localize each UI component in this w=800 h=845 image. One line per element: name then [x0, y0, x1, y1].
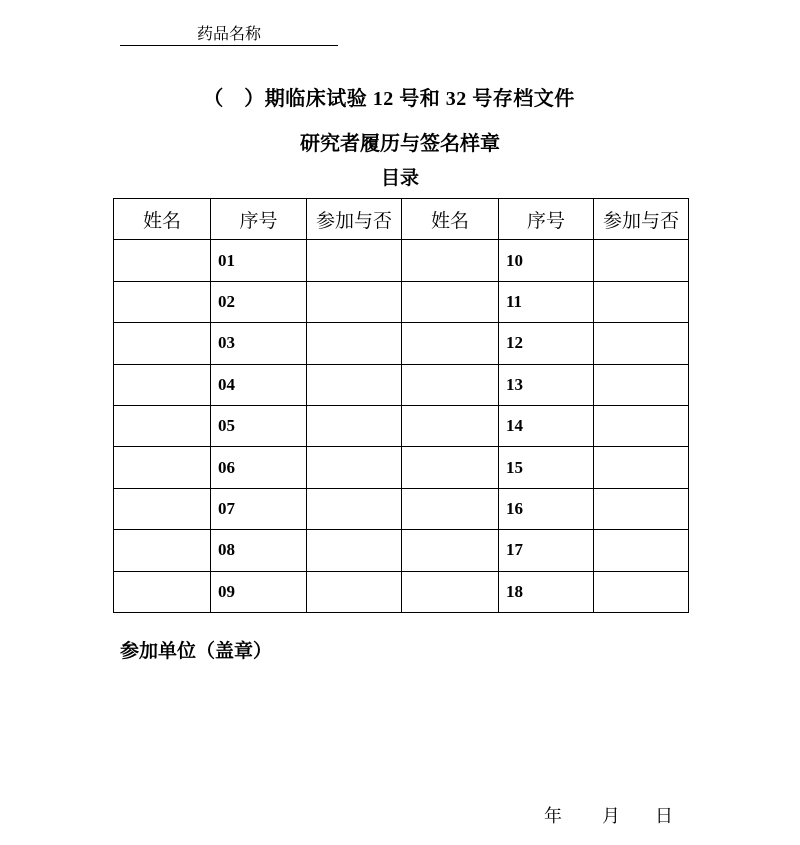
toc-heading: 目录 — [380, 168, 419, 189]
table-header-row — [114, 199, 689, 240]
month-label: 月 — [602, 806, 620, 826]
participation-cell — [594, 323, 689, 364]
participation-cell — [307, 281, 402, 322]
participation-cell — [307, 488, 402, 529]
participation-cell — [307, 364, 402, 405]
name-cell — [402, 405, 499, 446]
serial-cell: 12 — [499, 323, 594, 364]
name-cell — [114, 447, 211, 488]
participation-cell — [594, 240, 689, 281]
serial-cell: 15 — [499, 447, 594, 488]
column-header-name-right: 姓名 — [402, 199, 499, 240]
serial-cell: 08 — [211, 530, 307, 571]
serial-cell: 17 — [499, 530, 594, 571]
table-row — [114, 323, 689, 364]
participation-cell — [594, 571, 689, 612]
table-row — [114, 488, 689, 529]
serial-cell: 04 — [211, 364, 307, 405]
serial-cell: 09 — [211, 571, 307, 612]
serial-cell: 13 — [499, 364, 594, 405]
serial-cell: 14 — [499, 405, 594, 446]
name-cell — [114, 323, 211, 364]
serial-cell: 05 — [211, 405, 307, 446]
serial-cell: 07 — [211, 488, 307, 529]
serial-cell: 02 — [211, 281, 307, 322]
serial-cell: 10 — [499, 240, 594, 281]
name-cell — [402, 571, 499, 612]
participation-cell — [307, 240, 402, 281]
column-header-serial-right: 序号 — [499, 199, 594, 240]
table-row — [114, 240, 689, 281]
name-cell — [402, 281, 499, 322]
participation-cell — [307, 447, 402, 488]
name-cell — [402, 323, 499, 364]
table-row — [114, 281, 689, 322]
column-header-participation-left: 参加与否 — [307, 199, 402, 240]
participation-cell — [307, 571, 402, 612]
participation-cell — [594, 281, 689, 322]
column-header-serial-left: 序号 — [211, 199, 307, 240]
name-cell — [114, 530, 211, 571]
column-header-participation-right: 参加与否 — [594, 199, 689, 240]
serial-cell: 16 — [499, 488, 594, 529]
day-label: 日 — [655, 806, 673, 826]
participation-cell — [307, 405, 402, 446]
serial-cell: 06 — [211, 447, 307, 488]
participation-cell — [594, 447, 689, 488]
serial-cell: 01 — [211, 240, 307, 281]
table-row — [114, 364, 689, 405]
table-row — [114, 530, 689, 571]
participation-cell — [307, 530, 402, 571]
name-cell — [114, 405, 211, 446]
table-row — [114, 447, 689, 488]
participation-cell — [307, 323, 402, 364]
name-cell — [114, 488, 211, 529]
year-label: 年 — [544, 806, 562, 826]
name-cell — [402, 530, 499, 571]
participation-cell — [594, 530, 689, 571]
name-cell — [114, 240, 211, 281]
document-title: （ ）期临床试验 12 号和 32 号存档文件 — [203, 88, 575, 110]
serial-cell: 18 — [499, 571, 594, 612]
participation-cell — [594, 364, 689, 405]
name-cell — [402, 447, 499, 488]
drug-name-underline — [120, 24, 338, 46]
participation-cell — [594, 488, 689, 529]
unit-seal-label: 参加单位（盖章） — [120, 641, 273, 662]
document-subtitle: 研究者履历与签名样章 — [300, 133, 500, 155]
name-cell — [402, 240, 499, 281]
name-cell — [402, 364, 499, 405]
serial-cell: 03 — [211, 323, 307, 364]
directory-table — [113, 198, 689, 613]
name-cell — [114, 571, 211, 612]
name-cell — [114, 281, 211, 322]
name-cell — [114, 364, 211, 405]
serial-cell: 11 — [499, 281, 594, 322]
drug-name-label: 药品名称 — [196, 26, 261, 43]
name-cell — [402, 488, 499, 529]
table-row — [114, 571, 689, 612]
participation-cell — [594, 405, 689, 446]
table-row — [114, 405, 689, 446]
column-header-name-left: 姓名 — [114, 199, 211, 240]
